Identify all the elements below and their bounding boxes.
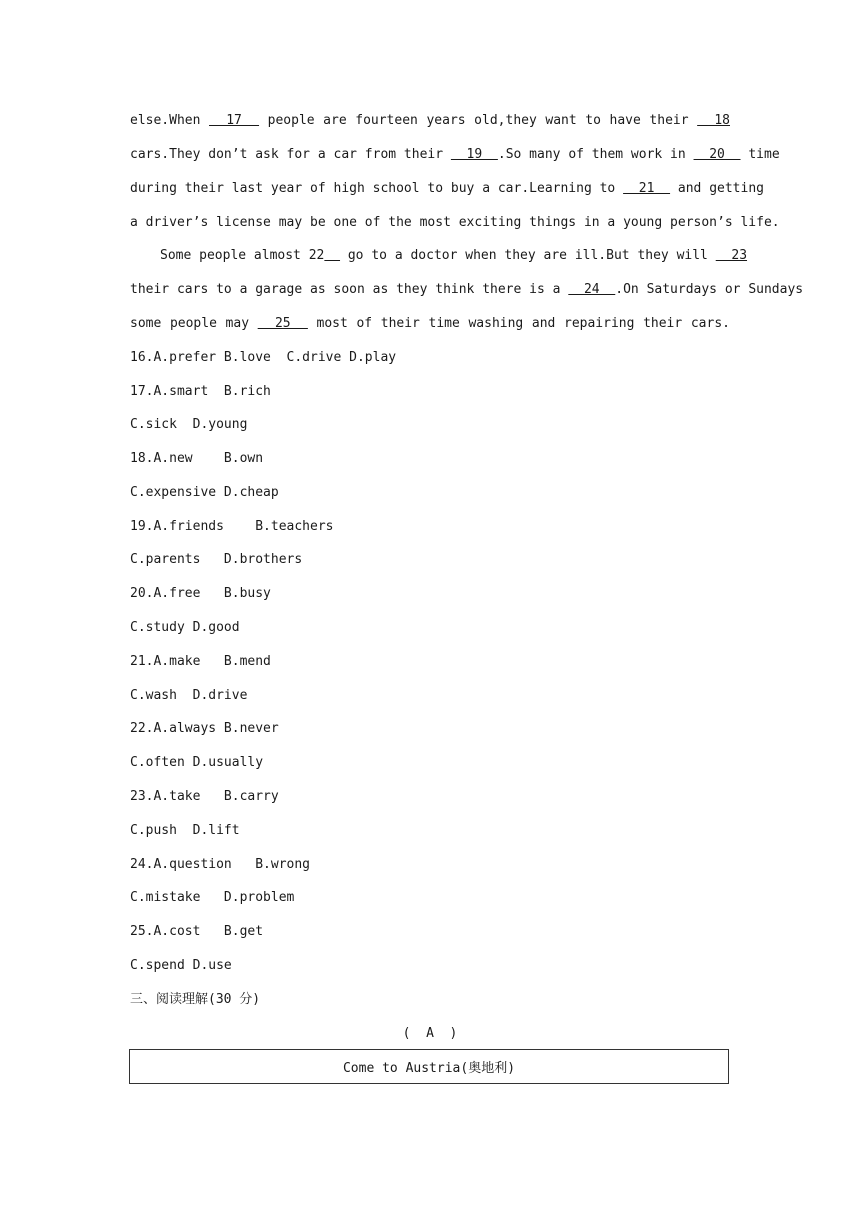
passage-text: people are fourteen years old,they want to have their bbox=[259, 113, 698, 128]
option-line: C.parents D.brothers bbox=[130, 552, 303, 567]
passage-text: Some people almost 22 bbox=[160, 248, 325, 263]
option-line: 23.A.take B.carry bbox=[130, 789, 279, 804]
passage-text: time bbox=[740, 147, 780, 162]
blank-19: 19 bbox=[450, 147, 498, 162]
passage-text: cars.They don’t ask for a car from their bbox=[130, 147, 451, 162]
option-line: 17.A.smart B.rich bbox=[130, 384, 271, 399]
blank-23: 23 bbox=[715, 248, 748, 263]
passage-text: go to a doctor when they are ill.But they will bbox=[340, 248, 716, 263]
option-line: C.expensive D.cheap bbox=[130, 485, 279, 500]
option-line: 24.A.question B.wrong bbox=[130, 857, 311, 872]
box-title: Come to Austria(奥地利) bbox=[342, 1061, 516, 1076]
passage-line-3 bbox=[130, 179, 764, 199]
option-line: 25.A.cost B.get bbox=[130, 924, 264, 939]
blank-17: 17 bbox=[209, 113, 260, 128]
option-line: C.study D.good bbox=[130, 620, 240, 635]
passage-text: most of their time washing and repairing their cars. bbox=[307, 316, 730, 331]
passage-text: some people may bbox=[130, 316, 258, 331]
passage-line-6 bbox=[130, 280, 804, 300]
blank-24: 24 bbox=[568, 282, 616, 297]
passage-text: else.When bbox=[130, 113, 210, 128]
passage-text: a driver’s license may be one of the most exciting things in a young person’s life. bbox=[130, 215, 780, 230]
option-line: C.sick D.young bbox=[130, 417, 248, 432]
option-line: C.spend D.use bbox=[130, 958, 232, 973]
option-line: C.push D.lift bbox=[130, 823, 240, 838]
passage-text: their cars to a garage as soon as they think there is a bbox=[130, 282, 569, 297]
blank-18: 18 bbox=[697, 113, 730, 128]
option-line: 20.A.free B.busy bbox=[130, 586, 271, 601]
title-box bbox=[129, 1049, 729, 1084]
option-line: 16.A.prefer B.love C.drive D.play bbox=[130, 350, 397, 365]
passage-line-1 bbox=[130, 111, 730, 131]
passage-text: and getting bbox=[670, 181, 764, 196]
passage-text: .On Saturdays or Sundays bbox=[615, 282, 804, 297]
option-line: 19.A.friends B.teachers bbox=[130, 519, 334, 534]
passage-text: .So many of them work in bbox=[497, 147, 694, 162]
blank-22 bbox=[324, 248, 340, 263]
passage-line-7 bbox=[130, 314, 730, 334]
option-line: 21.A.make B.mend bbox=[130, 654, 271, 669]
option-line: C.mistake D.problem bbox=[130, 890, 295, 905]
option-line: C.wash D.drive bbox=[130, 688, 248, 703]
option-line: 22.A.always B.never bbox=[130, 721, 279, 736]
option-line: 18.A.new B.own bbox=[130, 451, 264, 466]
passage-text: during their last year of high school to buy a car.Learning to bbox=[130, 181, 624, 196]
blank-21: 21 bbox=[623, 181, 671, 196]
blank-25: 25 bbox=[257, 316, 308, 331]
passage-line-4 bbox=[130, 213, 780, 233]
blank-20: 20 bbox=[693, 147, 741, 162]
option-line: C.often D.usually bbox=[130, 755, 264, 770]
section-heading: 三、阅读理解(30 分) bbox=[130, 992, 261, 1007]
part-label: ( A ) bbox=[402, 1026, 458, 1041]
passage-line-5 bbox=[160, 246, 748, 266]
passage-line-2 bbox=[130, 145, 780, 165]
